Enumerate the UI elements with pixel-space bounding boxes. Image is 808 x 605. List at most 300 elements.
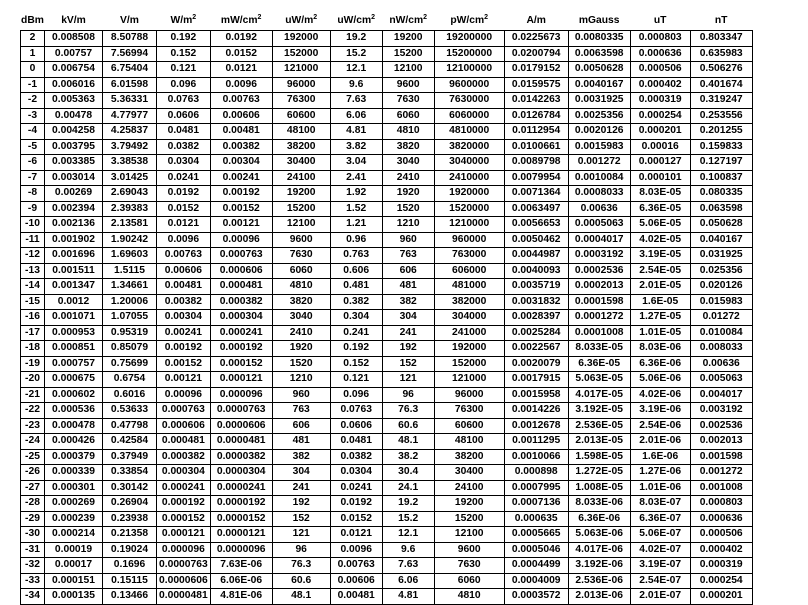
column-header-label: kV/m: [61, 14, 86, 26]
table-cell: 2410: [382, 170, 434, 186]
table-row: [21, 139, 753, 155]
table-cell: -6: [21, 155, 45, 171]
table-cell: 0.000301: [45, 480, 103, 496]
table-cell: 0.0008033: [568, 186, 630, 202]
table-cell: 30400: [272, 155, 330, 171]
table-cell: 0.00382: [157, 294, 211, 310]
table-cell: 763: [272, 403, 330, 419]
table-cell: 0.00606: [210, 108, 272, 124]
table-cell: -14: [21, 279, 45, 295]
table-cell: 0.506276: [690, 62, 752, 78]
table-cell: 0.000201: [690, 589, 752, 605]
table-cell: 0.0003572: [504, 589, 568, 605]
column-header: [382, 10, 434, 31]
table-cell: 1920: [382, 186, 434, 202]
table-row: [21, 186, 753, 202]
table-row: [21, 589, 753, 605]
table-cell: 192: [272, 496, 330, 512]
table-cell: 6.06E-06: [210, 573, 272, 589]
table-cell: 0.241: [330, 325, 382, 341]
table-cell: 0.75699: [103, 356, 157, 372]
table-cell: 0.000602: [45, 387, 103, 403]
table-cell: 6.01598: [103, 77, 157, 93]
table-cell: 4810: [382, 124, 434, 140]
table-cell: 0.001071: [45, 310, 103, 326]
table-cell: 0.000152: [210, 356, 272, 372]
table-cell: 0.0031925: [568, 93, 630, 109]
table-cell: 3820: [272, 294, 330, 310]
table-cell: 4810: [272, 279, 330, 295]
table-cell: 304: [272, 465, 330, 481]
table-cell: 0.0001598: [568, 294, 630, 310]
table-cell: 4.02E-07: [630, 542, 690, 558]
table-cell: 48100: [434, 434, 504, 450]
table-cell: 0.008033: [690, 341, 752, 357]
table-cell: 7630: [434, 558, 504, 574]
table-cell: 6.36E-06: [568, 511, 630, 527]
column-header-label: nW/cm: [389, 14, 424, 26]
table-cell: 0.00606: [157, 263, 211, 279]
table-cell: 7.56994: [103, 46, 157, 62]
table-cell: 0.0382: [330, 449, 382, 465]
table-cell: 0.0100661: [504, 139, 568, 155]
table-row: [21, 46, 753, 62]
table-cell: 1.01E-06: [630, 480, 690, 496]
table-cell: 0.0002536: [568, 263, 630, 279]
table-cell: 0.0606: [157, 108, 211, 124]
table-cell: 0.26904: [103, 496, 157, 512]
table-cell: 9600: [382, 77, 434, 93]
table-cell: 12100: [272, 217, 330, 233]
table-cell: 304: [382, 310, 434, 326]
table-cell: 8.033E-06: [568, 496, 630, 512]
table-cell: -8: [21, 186, 45, 202]
table-cell: 0.000319: [690, 558, 752, 574]
table-cell: 0.0063598: [568, 46, 630, 62]
table-cell: 606: [382, 263, 434, 279]
table-cell: 1.34661: [103, 279, 157, 295]
table-cell: 0.000481: [210, 279, 272, 295]
table-cell: -20: [21, 372, 45, 388]
table-cell: 0.0000192: [210, 496, 272, 512]
table-cell: 1920000: [434, 186, 504, 202]
table-cell: 0.003192: [690, 403, 752, 419]
table-cell: 0.0089798: [504, 155, 568, 171]
table-cell: 0.0040093: [504, 263, 568, 279]
table-cell: 0.00121: [157, 372, 211, 388]
table-cell: 0.00478: [45, 108, 103, 124]
table-cell: 0.0000763: [157, 558, 211, 574]
table-cell: 0.000481: [157, 434, 211, 450]
table-cell: 2.013E-06: [568, 589, 630, 605]
table-cell: 0.000241: [210, 325, 272, 341]
table-cell: 5.063E-05: [568, 372, 630, 388]
table-cell: 0.00241: [210, 170, 272, 186]
table-cell: 0.0000606: [157, 573, 211, 589]
table-cell: 0: [21, 62, 45, 78]
table-cell: 4.017E-06: [568, 542, 630, 558]
table-cell: 0.00017: [45, 558, 103, 574]
table-cell: 60600: [272, 108, 330, 124]
table-row: [21, 108, 753, 124]
table-cell: 0.00121: [210, 217, 272, 233]
table-cell: 1.5115: [103, 263, 157, 279]
table-cell: 6.75404: [103, 62, 157, 78]
table-row: [21, 403, 753, 419]
table-cell: 0.201255: [690, 124, 752, 140]
table-cell: -33: [21, 573, 45, 589]
table-cell: 1.598E-05: [568, 449, 630, 465]
table-row: [21, 573, 753, 589]
table-cell: 0.00096: [157, 387, 211, 403]
table-cell: 0.000803: [690, 496, 752, 512]
table-cell: 0.0304: [330, 465, 382, 481]
table-cell: 15.2: [382, 511, 434, 527]
table-cell: 0.0005665: [504, 527, 568, 543]
table-cell: 4.02E-06: [630, 387, 690, 403]
table-row: [21, 542, 753, 558]
table-cell: 0.0000121: [210, 527, 272, 543]
table-cell: 0.0007995: [504, 480, 568, 496]
table-cell: 3.82: [330, 139, 382, 155]
table-row: [21, 62, 753, 78]
table-cell: 0.96: [330, 232, 382, 248]
table-cell: 4.81E-06: [210, 589, 272, 605]
table-row: [21, 93, 753, 109]
table-cell: 0.000382: [157, 449, 211, 465]
table-cell: -2: [21, 93, 45, 109]
table-cell: 19200: [434, 496, 504, 512]
column-header-exponent: 2: [423, 13, 428, 21]
table-cell: 0.015983: [690, 294, 752, 310]
table-cell: 12100: [382, 62, 434, 78]
table-cell: 121: [272, 527, 330, 543]
table-cell: 0.0179152: [504, 62, 568, 78]
table-cell: -30: [21, 527, 45, 543]
table-cell: -15: [21, 294, 45, 310]
table-cell: 0.0028397: [504, 310, 568, 326]
table-cell: 38200: [272, 139, 330, 155]
table-cell: 192: [382, 341, 434, 357]
table-cell: 0.00152: [157, 356, 211, 372]
table-cell: 0.000426: [45, 434, 103, 450]
table-row: [21, 434, 753, 450]
table-cell: -24: [21, 434, 45, 450]
table-cell: 0.003795: [45, 139, 103, 155]
table-cell: 0.0225673: [504, 31, 568, 47]
table-cell: 152000: [434, 356, 504, 372]
table-cell: 0.001347: [45, 279, 103, 295]
table-cell: 0.0241: [330, 480, 382, 496]
table-cell: 0.0011295: [504, 434, 568, 450]
table-cell: 0.000135: [45, 589, 103, 605]
conversion-table-container: [20, 10, 753, 605]
table-cell: 0.000953: [45, 325, 103, 341]
table-cell: 96: [272, 542, 330, 558]
table-cell: 0.00481: [330, 589, 382, 605]
table-cell: 5.06E-05: [630, 217, 690, 233]
table-cell: 3.192E-06: [568, 558, 630, 574]
table-cell: 0.000478: [45, 418, 103, 434]
table-cell: 0.152: [330, 356, 382, 372]
table-cell: 0.003014: [45, 170, 103, 186]
table-cell: 19.2: [330, 31, 382, 47]
column-header: [272, 10, 330, 31]
table-cell: 0.000536: [45, 403, 103, 419]
table-cell: 38200: [434, 449, 504, 465]
table-row: [21, 155, 753, 171]
table-cell: 0.0192: [210, 31, 272, 47]
table-cell: 0.000269: [45, 496, 103, 512]
column-header-label: pW/cm: [450, 14, 485, 26]
table-cell: 3.192E-05: [568, 403, 630, 419]
table-cell: 0.00606: [330, 573, 382, 589]
table-cell: 0.606: [330, 263, 382, 279]
table-cell: 0.0007136: [504, 496, 568, 512]
table-cell: 12100000: [434, 62, 504, 78]
table-cell: 0.304: [330, 310, 382, 326]
table-row: [21, 372, 753, 388]
table-cell: 0.000239: [45, 511, 103, 527]
table-cell: 0.121: [157, 62, 211, 78]
table-cell: 0.192: [157, 31, 211, 47]
table-cell: 0.000606: [157, 418, 211, 434]
table-cell: 0.0152: [157, 201, 211, 217]
table-cell: 0.000192: [210, 341, 272, 357]
table-cell: -27: [21, 480, 45, 496]
table-cell: 2.54E-05: [630, 263, 690, 279]
table-row: [21, 279, 753, 295]
table-cell: 1: [21, 46, 45, 62]
table-cell: 76.3: [382, 403, 434, 419]
table-cell: 0.0012: [45, 294, 103, 310]
table-cell: 0.0192: [330, 496, 382, 512]
table-cell: 0.42584: [103, 434, 157, 450]
table-cell: 5.06E-06: [630, 372, 690, 388]
table-cell: -9: [21, 201, 45, 217]
table-cell: 7.63E-06: [210, 558, 272, 574]
table-cell: -3: [21, 108, 45, 124]
table-cell: 1520: [272, 356, 330, 372]
table-cell: -11: [21, 232, 45, 248]
table-cell: 0.0241: [157, 170, 211, 186]
table-cell: 0.0063497: [504, 201, 568, 217]
table-row: [21, 341, 753, 357]
table-cell: 4.25837: [103, 124, 157, 140]
table-cell: 96000: [434, 387, 504, 403]
table-cell: 763: [382, 248, 434, 264]
table-cell: 0.100837: [690, 170, 752, 186]
table-cell: 0.000636: [630, 46, 690, 62]
column-header-label: A/m: [526, 14, 546, 26]
table-cell: 0.635983: [690, 46, 752, 62]
table-cell: 0.0020126: [568, 124, 630, 140]
table-cell: -13: [21, 263, 45, 279]
table-cell: 0.002013: [690, 434, 752, 450]
table-cell: 304000: [434, 310, 504, 326]
table-cell: 4.017E-05: [568, 387, 630, 403]
column-header-exponent: 2: [192, 13, 197, 21]
table-cell: 15200: [272, 201, 330, 217]
table-cell: 1.07055: [103, 310, 157, 326]
table-cell: 3820: [382, 139, 434, 155]
table-cell: 0.0050462: [504, 232, 568, 248]
table-cell: 19.2: [382, 496, 434, 512]
table-cell: 0.000606: [210, 263, 272, 279]
table-cell: 3.04: [330, 155, 382, 171]
table-cell: 0.00763: [210, 93, 272, 109]
table-cell: 0.0010084: [568, 170, 630, 186]
column-header-label: nT: [714, 14, 728, 26]
table-cell: 1520: [382, 201, 434, 217]
table-cell: 3040: [272, 310, 330, 326]
table-cell: 121: [382, 372, 434, 388]
table-cell: -4: [21, 124, 45, 140]
table-cell: 0.00382: [210, 139, 272, 155]
table-cell: 0.00304: [210, 155, 272, 171]
column-header-label: V/m: [120, 14, 139, 26]
table-cell: 0.21358: [103, 527, 157, 543]
table-cell: 76300: [434, 403, 504, 419]
column-header: [157, 10, 211, 31]
table-row: [21, 248, 753, 264]
table-cell: 4.77977: [103, 108, 157, 124]
table-cell: 0.0079954: [504, 170, 568, 186]
table-cell: 0.000121: [210, 372, 272, 388]
table-cell: 0.0000241: [210, 480, 272, 496]
table-cell: 481: [382, 279, 434, 295]
table-cell: 382: [272, 449, 330, 465]
table-cell: 0.020126: [690, 279, 752, 295]
table-cell: 1.27E-05: [630, 310, 690, 326]
table-cell: 0.481: [330, 279, 382, 295]
table-cell: 1.6E-05: [630, 294, 690, 310]
table-cell: 0.000763: [157, 403, 211, 419]
table-cell: 3.19E-06: [630, 403, 690, 419]
table-cell: 382: [382, 294, 434, 310]
column-header: [568, 10, 630, 31]
column-header-exponent: 2: [313, 13, 318, 21]
table-cell: 9600: [434, 542, 504, 558]
table-cell: 2.536E-05: [568, 418, 630, 434]
table-cell: 76.3: [272, 558, 330, 574]
table-cell: 6060000: [434, 108, 504, 124]
table-cell: 7630: [382, 93, 434, 109]
table-cell: 0.33854: [103, 465, 157, 481]
table-cell: 152: [272, 511, 330, 527]
table-cell: 152000: [272, 46, 330, 62]
table-cell: 9.6: [330, 77, 382, 93]
table-cell: 0.121: [330, 372, 382, 388]
table-row: [21, 511, 753, 527]
table-cell: 0.0763: [330, 403, 382, 419]
table-cell: 192000: [272, 31, 330, 47]
table-cell: 0.95319: [103, 325, 157, 341]
table-cell: 0.000096: [157, 542, 211, 558]
table-cell: 1.272E-05: [568, 465, 630, 481]
table-cell: 2410000: [434, 170, 504, 186]
table-cell: 0.0012678: [504, 418, 568, 434]
table-cell: 1.90242: [103, 232, 157, 248]
table-cell: 38.2: [382, 449, 434, 465]
table-cell: 5.06E-07: [630, 527, 690, 543]
table-cell: 0.000402: [690, 542, 752, 558]
table-cell: 9600000: [434, 77, 504, 93]
table-cell: 0.0192: [157, 186, 211, 202]
table-cell: -16: [21, 310, 45, 326]
table-cell: 0.00304: [157, 310, 211, 326]
column-header: [630, 10, 690, 31]
table-cell: -10: [21, 217, 45, 233]
table-cell: 0.005363: [45, 93, 103, 109]
column-header-exponent: 2: [484, 13, 489, 21]
table-cell: 606000: [434, 263, 504, 279]
table-cell: 0.401674: [690, 77, 752, 93]
table-cell: 60.6: [272, 573, 330, 589]
table-cell: 0.00269: [45, 186, 103, 202]
table-cell: 0.002136: [45, 217, 103, 233]
table-cell: 0.0003192: [568, 248, 630, 264]
table-cell: 0.0121: [157, 217, 211, 233]
table-cell: 48.1: [272, 589, 330, 605]
table-cell: 0.0031832: [504, 294, 568, 310]
table-cell: 0.0126784: [504, 108, 568, 124]
table-cell: 2410: [272, 325, 330, 341]
table-cell: 4.81: [330, 124, 382, 140]
table-cell: 12.1: [382, 527, 434, 543]
table-cell: 0.152: [157, 46, 211, 62]
table-row: [21, 558, 753, 574]
table-cell: 0.010084: [690, 325, 752, 341]
table-cell: 1.01E-05: [630, 325, 690, 341]
table-cell: 0.0004017: [568, 232, 630, 248]
column-header: [434, 10, 504, 31]
table-cell: 8.50788: [103, 31, 157, 47]
table-cell: 1520000: [434, 201, 504, 217]
table-cell: 0.000379: [45, 449, 103, 465]
table-cell: 24100: [434, 480, 504, 496]
table-cell: 1210000: [434, 217, 504, 233]
table-cell: 3820000: [434, 139, 504, 155]
table-cell: 152: [382, 356, 434, 372]
table-row: [21, 387, 753, 403]
table-cell: 0.0001272: [568, 310, 630, 326]
column-header: [690, 10, 752, 31]
table-cell: 3.01425: [103, 170, 157, 186]
table-cell: -17: [21, 325, 45, 341]
column-header: [504, 10, 568, 31]
column-header-label: mGauss: [578, 14, 620, 26]
table-cell: 0.0005063: [568, 217, 630, 233]
table-cell: 0.000803: [630, 31, 690, 47]
table-cell: 0.00096: [210, 232, 272, 248]
table-cell: 0.0017915: [504, 372, 568, 388]
table-cell: 30400: [434, 465, 504, 481]
table-cell: 0.319247: [690, 93, 752, 109]
table-cell: -29: [21, 511, 45, 527]
table-cell: 2.41: [330, 170, 382, 186]
column-header-label: dBm: [21, 14, 44, 26]
table-cell: 19200: [382, 31, 434, 47]
table-cell: 0.000152: [157, 511, 211, 527]
table-cell: 48.1: [382, 434, 434, 450]
table-cell: 0.0005046: [504, 542, 568, 558]
table-cell: 0.040167: [690, 232, 752, 248]
table-cell: -1: [21, 77, 45, 93]
table-cell: 60600: [434, 418, 504, 434]
table-row: [21, 217, 753, 233]
table-cell: 0.000241: [157, 480, 211, 496]
